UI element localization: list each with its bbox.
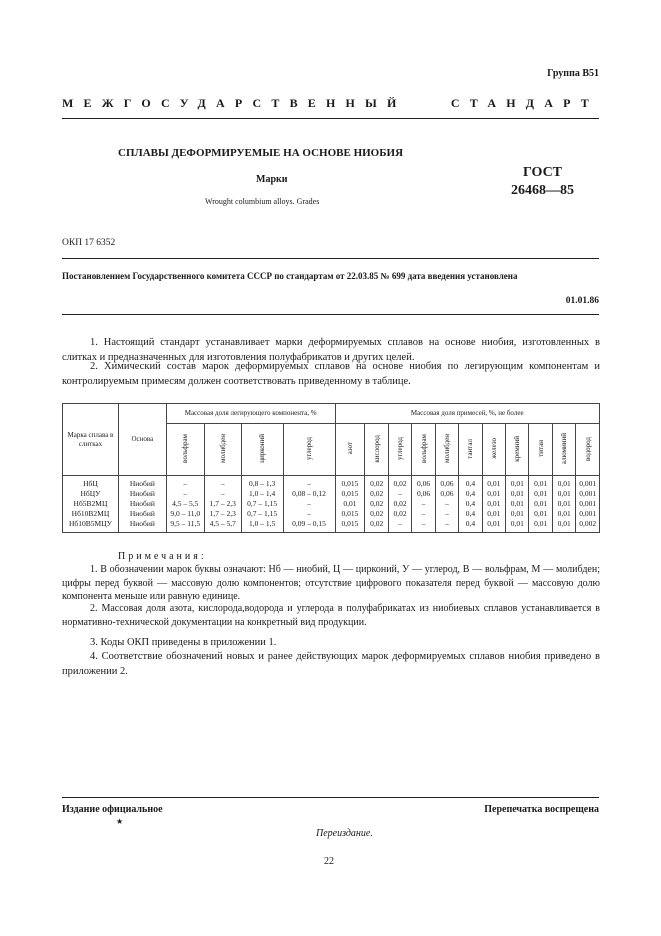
header-alloying-cell — [166, 424, 204, 476]
value-cell: 0,7 – 1,15 — [241, 499, 283, 509]
group-code: Группа В51 — [547, 68, 599, 79]
value-cell: – — [204, 476, 241, 490]
value-cell: 0,01 — [482, 519, 505, 533]
okp-code: ОКП 17 6352 — [62, 238, 116, 248]
base-cell: Ниобий — [118, 476, 166, 490]
header-grade: Марка сплава в слитках — [63, 404, 119, 476]
value-cell: 9,0 – 11,0 — [166, 509, 204, 519]
header-alloying-cell — [241, 424, 283, 476]
value-cell: 0,02 — [365, 519, 388, 533]
header-impurity-label: водород — [583, 436, 592, 461]
header-alloying-label: углерод — [305, 437, 314, 460]
note-1: 1. В обозначении марок буквы означают: Нб — ниобий, Ц — цирконий, У — углерод, В — вольфрам, М — молибден; цифры перед буквой — массовую долю компонентов; отсутствие цифрового показателя перед буквой — массовую долю компонента меньше или равную единице. — [62, 564, 600, 602]
grade-cell: Нб10В5МЦУ — [63, 519, 119, 533]
decree-rule — [62, 314, 599, 315]
composition-table — [62, 403, 600, 533]
value-cell: 0,01 — [482, 509, 505, 519]
header-impurity-cell — [529, 424, 552, 476]
value-cell: 0,4 — [459, 519, 482, 533]
value-cell: 0,01 — [552, 499, 575, 509]
header-impurity-label: железо — [489, 438, 498, 459]
value-cell: 0,7 – 1,15 — [241, 509, 283, 519]
value-cell: – — [435, 499, 458, 509]
header-impurity-cell — [482, 424, 505, 476]
paragraph-2: 2. Химический состав марок деформируемых сплавов на основе ниобия по легирующим компонентам и контролируемым примесям должен соответствовать приведенному в таблице. — [62, 361, 600, 387]
value-cell: 0,4 — [459, 509, 482, 519]
value-cell: – — [166, 489, 204, 499]
value-cell: 0,01 — [506, 519, 529, 533]
value-cell: 0,06 — [435, 476, 458, 490]
value-cell: 0,001 — [576, 489, 600, 499]
value-cell: 0,09 – 0,15 — [283, 519, 335, 533]
value-cell: – — [283, 499, 335, 509]
value-cell: 0,01 — [529, 489, 552, 499]
grade-cell: НбЦ — [63, 476, 119, 490]
value-cell: 0,001 — [576, 509, 600, 519]
value-cell: 0,02 — [365, 509, 388, 519]
star-icon: ★ — [116, 817, 124, 826]
value-cell: 0,4 — [459, 489, 482, 499]
header-base: Основа — [118, 404, 166, 476]
banner-right: СТАНДАРТ — [450, 96, 599, 110]
value-cell: 0,01 — [506, 499, 529, 509]
banner-rule — [62, 118, 599, 119]
value-cell: 0,01 — [506, 489, 529, 499]
gost-label: ГОСТ — [522, 165, 563, 180]
base-cell: Ниобий — [118, 509, 166, 519]
header-impurity-cell — [365, 424, 388, 476]
value-cell: 0,015 — [335, 476, 365, 490]
header-impurity-cell — [388, 424, 411, 476]
table-row — [63, 499, 600, 509]
value-cell: 0,01 — [506, 509, 529, 519]
value-cell: – — [166, 476, 204, 490]
page-number: 22 — [324, 856, 334, 867]
header-alloying-cell — [204, 424, 241, 476]
value-cell: 0,01 — [529, 519, 552, 533]
value-cell: 0,08 – 0,12 — [283, 489, 335, 499]
banner-left: МЕЖГОСУДАРСТВЕННЫЙ — [62, 96, 407, 110]
value-cell: 1,7 – 2,3 — [204, 499, 241, 509]
note-2: 2. Массовая доля азота, кислорода,водорода и углерода в полуфабрикатах из ниобиевых сплавов устанавливается в нормативно-технической документации на конкретный вид продукции. — [62, 603, 600, 628]
english-title: Wrought columbium alloys. Grades — [205, 197, 320, 206]
header-alloying-label: молибден — [218, 434, 227, 463]
base-cell: Ниобий — [118, 499, 166, 509]
header-impurity-label: углерод — [396, 437, 405, 460]
value-cell: 1,7 – 2,3 — [204, 509, 241, 519]
header-impurity-label: азот — [345, 442, 354, 455]
value-cell: 0,06 — [435, 489, 458, 499]
value-cell: 0,02 — [388, 499, 411, 509]
table-row — [63, 489, 600, 499]
gost-designation — [511, 164, 574, 200]
value-cell: – — [412, 499, 435, 509]
header-impurity-cell — [435, 424, 458, 476]
decree-text: Постановлением Государственного комитета СССР по стандартам от 22.03.85 № 699 дата введения установлена — [62, 271, 518, 281]
header-alloying-cell — [283, 424, 335, 476]
value-cell: 0,06 — [412, 476, 435, 490]
value-cell: 0,02 — [365, 476, 388, 490]
value-cell: 0,01 — [506, 476, 529, 490]
reprint-notice: Перепечатка воспрещена — [484, 804, 599, 815]
value-cell: 0,002 — [576, 519, 600, 533]
header-impurity-cell — [552, 424, 575, 476]
header-impurity-label: вольфрам — [419, 434, 428, 463]
document-title: СПЛАВЫ ДЕФОРМИРУЕМЫЕ НА ОСНОВЕ НИОБИЯ — [118, 147, 404, 159]
value-cell: 0,8 – 1,3 — [241, 476, 283, 490]
value-cell: – — [388, 519, 411, 533]
value-cell: – — [435, 509, 458, 519]
value-cell: 0,01 — [552, 509, 575, 519]
value-cell: – — [412, 509, 435, 519]
value-cell: – — [283, 509, 335, 519]
value-cell: 0,02 — [365, 489, 388, 499]
notes-heading: Примечания: — [118, 551, 207, 562]
value-cell: 0,01 — [552, 519, 575, 533]
value-cell: 0,01 — [482, 499, 505, 509]
header-alloying-label: цирконий — [258, 434, 267, 463]
value-cell: – — [283, 476, 335, 490]
value-cell: 9,5 – 11,5 — [166, 519, 204, 533]
header-impurity-cell — [335, 424, 365, 476]
value-cell: 0,4 — [459, 499, 482, 509]
value-cell: 1,0 – 1,5 — [241, 519, 283, 533]
value-cell: 0,01 — [529, 499, 552, 509]
value-cell: 0,02 — [365, 499, 388, 509]
value-cell: 0,06 — [412, 489, 435, 499]
base-cell: Ниобий — [118, 489, 166, 499]
value-cell: – — [412, 519, 435, 533]
value-cell: 0,015 — [335, 519, 365, 533]
value-cell: 0,001 — [576, 499, 600, 509]
table-row — [63, 509, 600, 519]
value-cell: 0,01 — [335, 499, 365, 509]
header-alloying-group: Массовая доля легирующего компонента, % — [166, 404, 335, 424]
grade-cell: Нб5В2МЦ — [63, 499, 119, 509]
gost-number: 26468—85 — [511, 183, 574, 198]
grade-cell: НбЦУ — [63, 489, 119, 499]
header-impurity-label: алюминий — [560, 432, 569, 465]
value-cell: 0,01 — [529, 509, 552, 519]
edition-label: Издание официальное — [62, 804, 163, 815]
footer-rule — [62, 797, 599, 798]
value-cell: 0,015 — [335, 509, 365, 519]
document-subtitle: Марки — [256, 174, 288, 185]
value-cell: 0,01 — [552, 476, 575, 490]
header-impurity-label: кремний — [513, 435, 522, 462]
paragraph-4: 4. Соответствие обозначений новых и ранее действующих марок деформируемых сплавов ниобия приведено в приложении 2. — [62, 651, 600, 677]
header-impurity-cell — [506, 424, 529, 476]
header-impurity-cell — [576, 424, 600, 476]
value-cell: 1,0 – 1,4 — [241, 489, 283, 499]
value-cell: 0,01 — [552, 489, 575, 499]
paragraph-3: 3. Коды ОКП приведены в приложении 1. — [90, 637, 277, 648]
value-cell: 4,5 – 5,7 — [204, 519, 241, 533]
base-cell: Ниобий — [118, 519, 166, 533]
header-impurity-cell — [459, 424, 482, 476]
value-cell: 0,001 — [576, 476, 600, 490]
reissue-label: Переиздание. — [316, 828, 373, 839]
value-cell: – — [388, 489, 411, 499]
table-row — [63, 519, 600, 533]
header-impurities-group: Массовая доля примесей, %, не более — [335, 404, 600, 424]
value-cell: 4,5 – 5,5 — [166, 499, 204, 509]
value-cell: 0,01 — [482, 476, 505, 490]
header-impurity-label: кислород — [372, 434, 381, 463]
effective-date: 01.01.86 — [565, 296, 599, 306]
header-impurity-cell — [412, 424, 435, 476]
value-cell: – — [204, 489, 241, 499]
okp-rule — [62, 258, 599, 259]
value-cell: 0,4 — [459, 476, 482, 490]
value-cell: 0,01 — [529, 476, 552, 490]
value-cell: 0,02 — [388, 476, 411, 490]
table-row — [63, 476, 600, 490]
paragraph-1: 1. Настоящий стандарт устанавливает марки деформируемых сплавов на основе ниобия, изготовленных в слитках и предназначенных для изготовления полуфабрикатов и других целей. — [62, 337, 600, 363]
header-impurity-label: тантал — [466, 438, 475, 459]
header-impurity-label: титан — [536, 440, 545, 457]
value-cell: 0,02 — [388, 509, 411, 519]
value-cell: 0,01 — [482, 489, 505, 499]
value-cell: – — [435, 519, 458, 533]
value-cell: 0,015 — [335, 489, 365, 499]
grade-cell: Нб10В2МЦ — [63, 509, 119, 519]
header-alloying-label: вольфрам — [181, 434, 190, 463]
header-impurity-label: молибден — [442, 434, 451, 463]
